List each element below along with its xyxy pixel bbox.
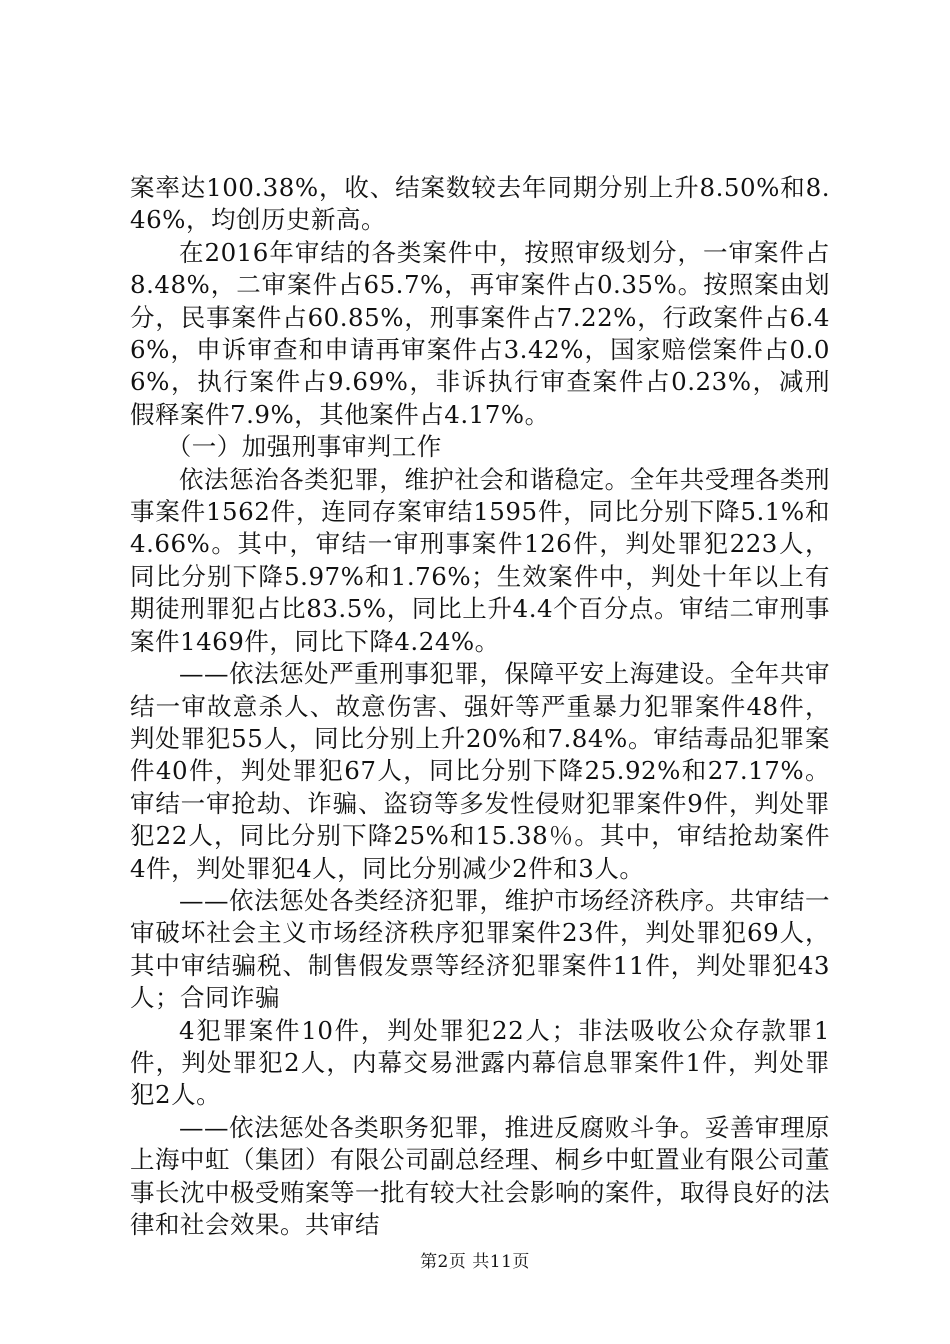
page-number: 第2页 共11页 xyxy=(420,1252,530,1272)
section-heading: （一）加强刑事审判工作 xyxy=(166,432,442,462)
paragraph-7: ——依法惩处各类职务犯罪，推进反腐败斗争。妥善审理原上海中虹（集团）有限公司副总经理、桐乡中虹置业有限公司董事长沈中极受贿案等一批有较大社会影响的案件，取得良好的法律和社会效果。共审结 xyxy=(130,1112,830,1239)
paragraph-5: ——依法惩处各类经济犯罪，维护市场经济秩序。共审结一审破坏社会主义市场经济秩序犯罪案件23件，判处罪犯69人，其中审结骗税、制售假发票等经济犯罪案件11件，判处罪犯43人；合同诈骗 xyxy=(130,885,830,1013)
paragraph-4: ——依法惩处严重刑事犯罪，保障平安上海建设。全年共审结一审故意杀人、故意伤害、强奸等严重暴力犯罪案件48件，判处罪犯55人，同比分别上升20%和7.84%。审结毒品犯罪案件40件，判处罪犯67人，同比分别下降25.92%和27.17%。审结一审抢劫、诈骗、盗窃等多发性侵财犯罪案件9件，判处罪犯22人，同比分别下降25%和15.38％。其中，审结抢劫案件4件，判处罪犯4人，同比分别减少2件和3人。 xyxy=(130,659,830,883)
document-body xyxy=(130,172,830,1241)
paragraph-1: 案率达100.38%，收、结案数较去年同期分别上升8.50%和8.46%，均创历史新高。 xyxy=(130,173,830,235)
paragraph-3: 依法惩治各类犯罪，维护社会和谐稳定。全年共受理各类刑事案件1562件，连同存案审结1595件，同比分别下降5.1%和4.66%。其中，审结一审刑事案件126件，判处罪犯223人，同比分别下降5.97%和1.76%；生效案件中，判处十年以上有期徒刑罪犯占比83.5%，同比上升4.4个百分点。审结二审刑事案件1469件，同比下降4.24%。 xyxy=(130,464,830,656)
paragraph-2: 在2016年审结的各类案件中，按照审级划分，一审案件占8.48%，二审案件占65.7%，再审案件占0.35%。按照案由划分，民事案件占60.85%，刑事案件占7.22%，行政案件占6.46%，申诉审查和申请再审案件占3.42%，国家赔偿案件占0.06%，执行案件占9.69%，非诉执行审查案件占0.23%，减刑假释案件7.9%，其他案件占4.17%。 xyxy=(130,237,830,429)
paragraph-6: 4犯罪案件10件，判处罪犯22人；非法吸收公众存款罪1件，判处罪犯2人，内幕交易泄露内幕信息罪案件1件，判处罪犯2人。 xyxy=(130,1015,830,1110)
